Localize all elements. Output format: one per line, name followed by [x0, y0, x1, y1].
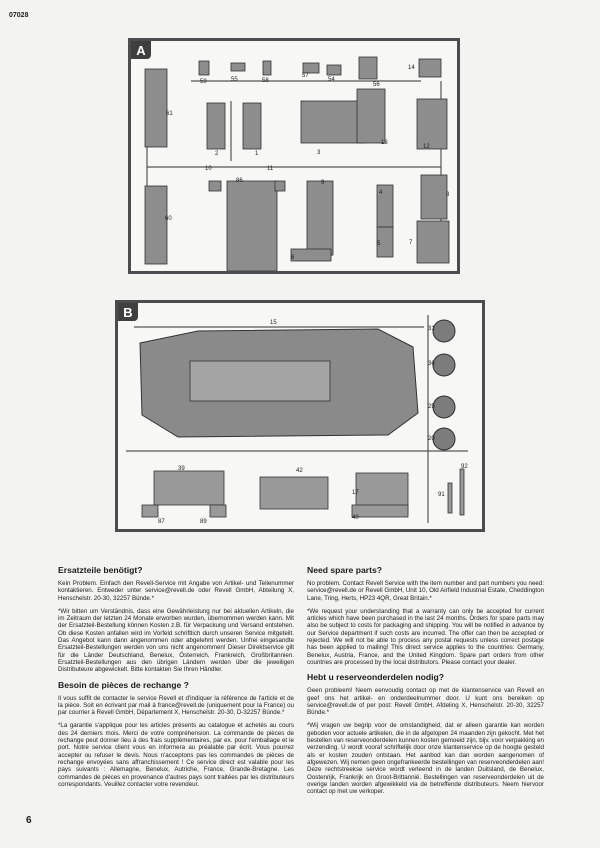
- heading-fr: Besoin de pièces de rechange ?: [58, 679, 189, 690]
- kit-code: 07028: [9, 12, 29, 19]
- part-number: 39: [178, 466, 185, 472]
- paragraph-de-intro: Kein Problem. Einfach den Revell-Service mit Angabe von Artikel- und Teilenummer kontaktieren. Entweder unter service@revell.de oder Revell GmbH, Abteilung X, Henschelstr. 20-30, 32257 Bünde.*: [58, 580, 294, 602]
- sprue-b-frame: [115, 300, 485, 532]
- part-number: 8: [446, 192, 450, 198]
- page-number: 6: [26, 815, 32, 826]
- heading-en: Need spare parts?: [307, 565, 382, 575]
- part-number: 58: [262, 78, 269, 84]
- part-number: 54: [328, 77, 335, 83]
- part-number: 40: [352, 515, 359, 521]
- part-number: 10: [205, 166, 212, 172]
- part-number: 87: [158, 519, 165, 525]
- part-number: 17: [352, 490, 359, 496]
- part-number: 31: [428, 326, 435, 332]
- part-number: 86: [236, 178, 243, 184]
- heading-de: Ersatzteile benötigt?: [58, 565, 143, 575]
- part-number: 7: [409, 240, 413, 246]
- column-right: [307, 565, 544, 801]
- heading-nl: Hebt u reserveonderdelen nodig?: [307, 672, 445, 683]
- part-number: 92: [461, 464, 468, 470]
- sprue-a-label: A: [131, 41, 151, 59]
- part-number: 15: [270, 320, 277, 326]
- part-number: 25: [428, 404, 435, 410]
- part-number: 59: [200, 79, 207, 85]
- part-number: 61: [166, 111, 173, 117]
- part-number: 3: [317, 150, 321, 156]
- sprue-a-frame: [128, 38, 460, 274]
- part-number: 36: [428, 361, 435, 367]
- column-left: [58, 565, 294, 794]
- paragraph-en-terms: *We request your understanding that a warranty can only be accepted for current articles which have been purchased in the last 24 months. Orders for spare parts may also be subject to costs for packaging and shipping. You will be notified in advance by our Service department if such costs are incurred. The offer can then be accepted or rejected. We will not be able to process any postal requests unless correct postage has been applied to mailing! This direct service applies to the countries: Germany, Benelux, Austria, France, and the United Kingdom. Spare part orders from other countries are processed by the local distributors. Please contact your dealer.: [307, 607, 544, 666]
- sprue-b-label: B: [118, 303, 138, 321]
- part-number: 12: [423, 144, 430, 150]
- part-number: 4: [379, 190, 383, 196]
- part-number: 91: [438, 492, 445, 498]
- part-number: 6: [291, 255, 295, 261]
- part-number: 20: [428, 436, 435, 442]
- paragraph-fr-intro: Il vous suffit de contacter le service Revell et d'indiquer la référence de l'article et de la pièce. Soit en écrivant par mail à france@revell.de (uniquement pour la France) ou par courrier à Revell GmbH, Département X, Henschelstr. 20-30, D-32257 Bünde.*: [58, 694, 294, 717]
- part-number: 14: [408, 65, 415, 71]
- part-number: 56: [373, 82, 380, 88]
- part-number: 5: [377, 241, 381, 247]
- sprue-b-drawing: [118, 303, 482, 529]
- sprue-a-drawing: [131, 41, 457, 271]
- part-number: 89: [200, 519, 207, 525]
- part-number: 42: [296, 468, 303, 474]
- part-number: 11: [267, 166, 274, 172]
- paragraph-de-terms: *Wir bitten um Verständnis, dass eine Gewährleistung nur bei aktuellen Artikeln, die im Zeitraum der letzten 24 Monate erworben wurden, übernommen werden kann. Mit der Ersatzteil-Bestellung können Kosten z.B. für Verpackung und Versand entstehen. Ob diese Kosten anfallen wird im Vorfeld schriftlich durch unseren Service mitgeteilt. Das Angebot kann dann angenommen oder abgelehnt werden. Unfrei eingesandte Ersatzteil-Bestellungen werden von uns nicht angenommen! Dieser Direktservice gilt für die Länder Deutschland, Benelux, Österreich, Frankreich, Großbritannien. Ersatzteil-Bestellungen aus den übrigen Ländern werden über die jeweiligen Distributeure abgewickelt. Bitte kontakten Sie Ihren Händler.: [58, 607, 294, 674]
- paragraph-en-intro: No problem. Contact Revell Service with the item number and part numbers you need: service@revell.de or Revell GmbH, Unit 10, Old Airfield Industrial Estate, Cheddington Lane, Tring, Herts, HP23 4QR, Great Britain.*: [307, 580, 544, 602]
- paragraph-nl-intro: Geen probleem! Neem eenvoudig contact op met de klantenservice van Revell en geef ons het artikel- en onderdeelnummer door. U kunt ons bereiken op service@revell.de of per post: Revell GmbH, Afdeling X, Henschelstr. 20-30, 32257 Bünde.*: [307, 687, 544, 717]
- paragraph-fr-terms: *La garantie s'applique pour les articles présents au catalogue et achetés au cours des 24 derniers mois. Merci de votre compréhension. La commande de pièces de rechange peut donner lieu à des frais supplémentaires, par ex. pour l'emballage et le port. Notre service client vous en informera au préalable par écrit. Vous pourrez accepter ou refuser le devis. Nous n'acceptons pas les commandes de pièces de rechange envoyées sans affranchissement ! Ce service direct est valable pour les pays suivants : Allemagne, Benelux, Autriche, France, Grande-Bretagne. Les commandes de pièces en provenance d'autres pays sont traitées par les distributeurs correspondants. Veuillez contacter votre revendeur.: [58, 722, 294, 788]
- paragraph-nl-terms: *Wij vragen uw begrip voor de omstandigheid, dat er alleen garantie kan worden geboden voor actuele artikelen, die in de afgelopen 24 maanden zijn gekocht. Met het bestellen van reserveonderdelen kunnen kosten gemoeid zijn, bijv. voor verpakking en verzending. U wordt vooraf schriftelijk door onze klantenservice op de hoogte gesteld als er kosten zouden ontstaan. Het aanbod kan dan worden aangenomen of afgewezen. Wij nemen geen ongefrankeerde bestellingen van reserveonderdelen aan! Deze rechtstreekse service wordt verleend in de landen Duitsland, de Benelux, Oostenrijk, Frankrijk en Groot-Brittannië. Bestellingen van reserveonderdelen uit de overige landen worden afgewikkeld via de betreffende distributeurs. Neem hiervoor contact op met uw verkoper.: [307, 722, 544, 796]
- part-number: 60: [165, 216, 172, 222]
- part-number: 1: [255, 151, 259, 157]
- part-number: 9: [321, 180, 325, 186]
- part-number: 2: [215, 151, 219, 157]
- part-number: 57: [302, 73, 309, 79]
- part-number: 13: [381, 140, 388, 146]
- part-number: 55: [231, 77, 238, 83]
